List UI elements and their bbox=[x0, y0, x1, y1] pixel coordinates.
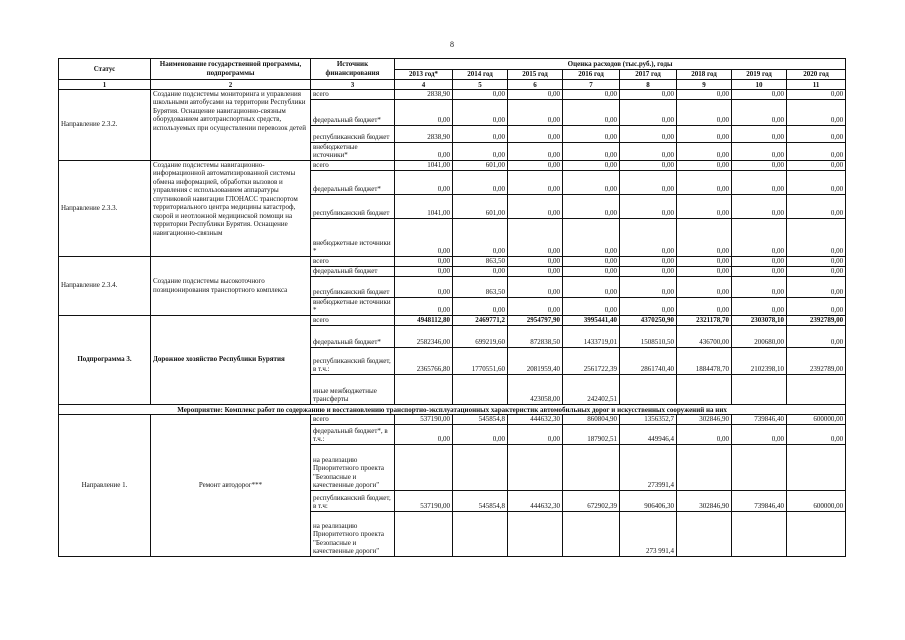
value-cell: 863,50 bbox=[453, 256, 508, 266]
column-number: 1 bbox=[59, 79, 151, 89]
value-cell: 0,00 bbox=[677, 276, 732, 297]
value-cell: 863,50 bbox=[453, 276, 508, 297]
value-cell bbox=[453, 444, 508, 490]
page-number: 8 bbox=[450, 40, 454, 49]
row-name: Ремонт автодорог*** bbox=[151, 414, 311, 556]
value-cell: 0,00 bbox=[787, 99, 846, 125]
value-cell: 0,00 bbox=[508, 424, 563, 444]
value-cell: 0,00 bbox=[395, 276, 453, 297]
value-cell: 0,00 bbox=[677, 160, 732, 170]
value-cell: 0,00 bbox=[508, 256, 563, 266]
row-source: на реализацию Приоритетного проекта "Безопасные и качественные дороги" bbox=[311, 444, 395, 490]
value-cell: 0,00 bbox=[732, 142, 787, 160]
value-cell: 0,00 bbox=[677, 142, 732, 160]
value-cell: 860804,90 bbox=[563, 414, 620, 424]
row-source: федеральный бюджет bbox=[311, 266, 395, 276]
header-status: Статус bbox=[59, 59, 151, 80]
value-cell: 0,00 bbox=[508, 142, 563, 160]
row-name: Создание подсистемы навигационно-информационной автоматизированной системы обмена информацией, обработки вызовов и управления с использованием аппаратуры спутниковой навигации ГЛОНАСС транспортом территориального центра медицины катастроф, скорой и неотложной медицинской помощи на территории Республики Бурятия. Оснащение навигационно-связным bbox=[151, 160, 311, 256]
value-cell: 0,00 bbox=[620, 170, 677, 194]
value-cell: 545854,8 bbox=[453, 414, 508, 424]
row-source: всего bbox=[311, 89, 395, 99]
row-source: всего bbox=[311, 315, 395, 325]
value-cell: 0,00 bbox=[620, 160, 677, 170]
value-cell: 0,00 bbox=[395, 297, 453, 315]
value-cell: 0,00 bbox=[732, 256, 787, 266]
value-cell bbox=[787, 374, 846, 404]
value-cell: 0,00 bbox=[453, 89, 508, 99]
row-source: республиканский бюджет, в т.ч: bbox=[311, 490, 395, 511]
value-cell bbox=[395, 374, 453, 404]
row-source: внебюджетные источники* bbox=[311, 142, 395, 160]
value-cell: 1041,00 bbox=[395, 160, 453, 170]
value-cell: 436700,00 bbox=[677, 325, 732, 347]
value-cell: 0,00 bbox=[508, 160, 563, 170]
value-cell bbox=[508, 511, 563, 556]
value-cell: 0,00 bbox=[395, 424, 453, 444]
value-cell: 302846,90 bbox=[677, 490, 732, 511]
value-cell: 0,00 bbox=[787, 160, 846, 170]
value-cell: 0,00 bbox=[787, 89, 846, 99]
value-cell: 1508510,50 bbox=[620, 325, 677, 347]
value-cell: 2838,90 bbox=[395, 89, 453, 99]
value-cell bbox=[508, 444, 563, 490]
value-cell: 449946,4 bbox=[620, 424, 677, 444]
value-cell: 0,00 bbox=[508, 89, 563, 99]
value-cell: 0,00 bbox=[677, 218, 732, 256]
value-cell: 0,00 bbox=[563, 194, 620, 218]
value-cell: 537190,00 bbox=[395, 490, 453, 511]
column-number: 5 bbox=[453, 79, 508, 89]
value-cell: 1356352,7 bbox=[620, 414, 677, 424]
expenditure-table bbox=[58, 58, 846, 557]
value-cell: 0,00 bbox=[677, 89, 732, 99]
value-cell: 0,00 bbox=[620, 142, 677, 160]
column-number: 11 bbox=[787, 79, 846, 89]
header-year: 2014 год bbox=[453, 70, 508, 80]
value-cell: 0,00 bbox=[453, 125, 508, 142]
value-cell: 0,00 bbox=[453, 266, 508, 276]
value-cell: 1884478,70 bbox=[677, 347, 732, 374]
value-cell: 0,00 bbox=[563, 142, 620, 160]
value-cell: 0,00 bbox=[732, 160, 787, 170]
header-year: 2018 год bbox=[677, 70, 732, 80]
column-number: 3 bbox=[311, 79, 395, 89]
value-cell: 0,00 bbox=[787, 170, 846, 194]
value-cell: 200680,00 bbox=[732, 325, 787, 347]
row-source: федеральный бюджет* bbox=[311, 170, 395, 194]
value-cell: 0,00 bbox=[787, 256, 846, 266]
value-cell: 0,00 bbox=[787, 297, 846, 315]
value-cell: 601,00 bbox=[453, 194, 508, 218]
value-cell: 0,00 bbox=[563, 266, 620, 276]
value-cell: 0,00 bbox=[508, 194, 563, 218]
value-cell: 187902,51 bbox=[563, 424, 620, 444]
value-cell: 0,00 bbox=[732, 218, 787, 256]
value-cell: 0,00 bbox=[620, 297, 677, 315]
value-cell: 0,00 bbox=[508, 218, 563, 256]
row-name: Создание подсистемы мониторинга и управления школьными автобусами на территории Республики Бурятия. Оснащение навигационно-связным оборудованием автотранспортных средств, используемых при осуществлении перевозок детей bbox=[151, 89, 311, 160]
value-cell: 0,00 bbox=[508, 125, 563, 142]
value-cell: 0,00 bbox=[787, 218, 846, 256]
row-source: республиканский бюджет bbox=[311, 125, 395, 142]
value-cell: 302846,90 bbox=[677, 414, 732, 424]
value-cell: 699219,60 bbox=[453, 325, 508, 347]
value-cell: 0,00 bbox=[563, 218, 620, 256]
value-cell: 0,00 bbox=[508, 297, 563, 315]
value-cell: 0,00 bbox=[732, 99, 787, 125]
value-cell: 0,00 bbox=[620, 99, 677, 125]
value-cell: 0,00 bbox=[453, 142, 508, 160]
value-cell: 2954797,90 bbox=[508, 315, 563, 325]
value-cell bbox=[395, 511, 453, 556]
value-cell: 0,00 bbox=[732, 170, 787, 194]
value-cell: 0,00 bbox=[620, 125, 677, 142]
value-cell: 0,00 bbox=[620, 276, 677, 297]
row-status: Направление 2.3.3. bbox=[59, 160, 151, 256]
row-status: Подпрограмма 3. bbox=[59, 315, 151, 404]
row-source: иные межбюджетные трансферты bbox=[311, 374, 395, 404]
header-year: 2016 год bbox=[563, 70, 620, 80]
value-cell: 0,00 bbox=[732, 125, 787, 142]
value-cell bbox=[732, 374, 787, 404]
value-cell: 0,00 bbox=[395, 99, 453, 125]
column-number: 10 bbox=[732, 79, 787, 89]
value-cell: 444632,30 bbox=[508, 490, 563, 511]
value-cell: 3995441,40 bbox=[563, 315, 620, 325]
value-cell: 273991,4 bbox=[620, 444, 677, 490]
value-cell: 0,00 bbox=[732, 266, 787, 276]
value-cell: 0,00 bbox=[677, 256, 732, 266]
value-cell: 672902,39 bbox=[563, 490, 620, 511]
value-cell bbox=[395, 444, 453, 490]
value-cell: 0,00 bbox=[508, 170, 563, 194]
value-cell: 1770551,60 bbox=[453, 347, 508, 374]
value-cell: 0,00 bbox=[787, 325, 846, 347]
value-cell: 537190,00 bbox=[395, 414, 453, 424]
value-cell bbox=[677, 374, 732, 404]
value-cell: 2861740,40 bbox=[620, 347, 677, 374]
column-number: 2 bbox=[151, 79, 311, 89]
row-source: республиканский бюджет, в т.ч.: bbox=[311, 347, 395, 374]
value-cell: 0,00 bbox=[395, 142, 453, 160]
value-cell: 4948112,80 bbox=[395, 315, 453, 325]
value-cell: 2365766,80 bbox=[395, 347, 453, 374]
value-cell: 2838,90 bbox=[395, 125, 453, 142]
column-number: 7 bbox=[563, 79, 620, 89]
header-program-name: Наименование государственной программы, подпрограммы bbox=[151, 59, 311, 80]
value-cell: 0,00 bbox=[732, 297, 787, 315]
value-cell: 0,00 bbox=[732, 424, 787, 444]
value-cell: 0,00 bbox=[620, 218, 677, 256]
value-cell: 739846,40 bbox=[732, 490, 787, 511]
value-cell: 0,00 bbox=[563, 160, 620, 170]
header-year: 2020 год bbox=[787, 70, 846, 80]
value-cell: 2303078,10 bbox=[732, 315, 787, 325]
row-source: на реализацию Приоритетного проекта "Безопасные и качественные дороги" bbox=[311, 511, 395, 556]
value-cell: 0,00 bbox=[563, 170, 620, 194]
value-cell: 0,00 bbox=[395, 256, 453, 266]
value-cell: 600000,00 bbox=[787, 490, 846, 511]
header-year: 2013 год* bbox=[395, 70, 453, 80]
value-cell bbox=[732, 444, 787, 490]
value-cell: 0,00 bbox=[677, 424, 732, 444]
column-number: 6 bbox=[508, 79, 563, 89]
header-year: 2015 год bbox=[508, 70, 563, 80]
column-number: 8 bbox=[620, 79, 677, 89]
value-cell: 423058,00 bbox=[508, 374, 563, 404]
header-year: 2019 год bbox=[732, 70, 787, 80]
row-name: Создание подсистемы высокоточного позиционирования транспортного комплекса bbox=[151, 256, 311, 315]
value-cell: 0,00 bbox=[395, 218, 453, 256]
value-cell: 0,00 bbox=[453, 99, 508, 125]
value-cell: 1433719,01 bbox=[563, 325, 620, 347]
value-cell: 0,00 bbox=[787, 266, 846, 276]
value-cell: 0,00 bbox=[620, 266, 677, 276]
value-cell: 0,00 bbox=[677, 125, 732, 142]
value-cell: 0,00 bbox=[787, 194, 846, 218]
value-cell: 0,00 bbox=[787, 276, 846, 297]
row-source: республиканский бюджет bbox=[311, 276, 395, 297]
row-source: внебюджетные источники * bbox=[311, 218, 395, 256]
value-cell bbox=[787, 511, 846, 556]
value-cell: 444632,30 bbox=[508, 414, 563, 424]
value-cell: 601,00 bbox=[453, 160, 508, 170]
value-cell: 0,00 bbox=[563, 99, 620, 125]
value-cell bbox=[620, 374, 677, 404]
value-cell: 0,00 bbox=[620, 89, 677, 99]
value-cell: 0,00 bbox=[453, 424, 508, 444]
value-cell: 0,00 bbox=[395, 170, 453, 194]
value-cell: 739846,40 bbox=[732, 414, 787, 424]
value-cell: 0,00 bbox=[395, 266, 453, 276]
value-cell: 0,00 bbox=[677, 266, 732, 276]
value-cell: 0,00 bbox=[563, 297, 620, 315]
value-cell: 0,00 bbox=[508, 266, 563, 276]
value-cell: 4370250,90 bbox=[620, 315, 677, 325]
value-cell: 0,00 bbox=[677, 194, 732, 218]
value-cell bbox=[563, 444, 620, 490]
value-cell: 0,00 bbox=[563, 276, 620, 297]
value-cell: 0,00 bbox=[563, 256, 620, 266]
value-cell: 2561722,39 bbox=[563, 347, 620, 374]
value-cell: 273 991,4 bbox=[620, 511, 677, 556]
value-cell: 1041,00 bbox=[395, 194, 453, 218]
value-cell: 2582346,00 bbox=[395, 325, 453, 347]
column-number: 4 bbox=[395, 79, 453, 89]
value-cell: 0,00 bbox=[620, 194, 677, 218]
value-cell: 872838,50 bbox=[508, 325, 563, 347]
value-cell: 0,00 bbox=[677, 99, 732, 125]
value-cell: 2469771,2 bbox=[453, 315, 508, 325]
value-cell bbox=[453, 374, 508, 404]
value-cell: 2392789,00 bbox=[787, 315, 846, 325]
value-cell: 2392789,00 bbox=[787, 347, 846, 374]
value-cell bbox=[732, 511, 787, 556]
value-cell: 2102398,10 bbox=[732, 347, 787, 374]
row-source: федеральный бюджет* bbox=[311, 99, 395, 125]
row-status: Направление 1. bbox=[59, 414, 151, 556]
value-cell bbox=[677, 511, 732, 556]
value-cell: 600000,00 bbox=[787, 414, 846, 424]
value-cell: 0,00 bbox=[732, 194, 787, 218]
row-status: Направление 2.3.4. bbox=[59, 256, 151, 315]
value-cell: 0,00 bbox=[787, 125, 846, 142]
value-cell: 0,00 bbox=[563, 89, 620, 99]
value-cell: 0,00 bbox=[453, 170, 508, 194]
value-cell: 0,00 bbox=[453, 297, 508, 315]
header-source: Источник финансирования bbox=[311, 59, 395, 80]
value-cell: 0,00 bbox=[563, 125, 620, 142]
value-cell: 0,00 bbox=[677, 297, 732, 315]
column-number: 9 bbox=[677, 79, 732, 89]
row-name: Дорожное хозяйство Республики Бурятия bbox=[151, 315, 311, 404]
row-source: всего bbox=[311, 414, 395, 424]
row-source: федеральный бюджет*, в т.ч.: bbox=[311, 424, 395, 444]
value-cell: 0,00 bbox=[508, 276, 563, 297]
value-cell: 0,00 bbox=[732, 89, 787, 99]
value-cell: 2321178,70 bbox=[677, 315, 732, 325]
value-cell bbox=[563, 511, 620, 556]
row-source: внебюджетные источники * bbox=[311, 297, 395, 315]
value-cell: 906406,30 bbox=[620, 490, 677, 511]
value-cell: 0,00 bbox=[508, 99, 563, 125]
value-cell: 545854,8 bbox=[453, 490, 508, 511]
value-cell bbox=[787, 444, 846, 490]
header-estimate: Оценка расходов (тыс.руб.), годы bbox=[395, 59, 846, 70]
row-source: всего bbox=[311, 256, 395, 266]
value-cell: 2081959,40 bbox=[508, 347, 563, 374]
value-cell: 242402,51 bbox=[563, 374, 620, 404]
value-cell: 0,00 bbox=[453, 218, 508, 256]
value-cell: 0,00 bbox=[787, 424, 846, 444]
value-cell: 0,00 bbox=[677, 170, 732, 194]
measure-title: Мероприятие: Комплекс работ по содержанию и восстановлению транспортно-эксплуатационных характеристик автомобильных дорог и искусственных сооружений на них bbox=[59, 404, 846, 414]
header-year: 2017 год bbox=[620, 70, 677, 80]
row-status: Направление 2.3.2. bbox=[59, 89, 151, 160]
row-source: всего bbox=[311, 160, 395, 170]
value-cell: 0,00 bbox=[787, 142, 846, 160]
value-cell: 0,00 bbox=[732, 276, 787, 297]
value-cell: 0,00 bbox=[620, 256, 677, 266]
value-cell bbox=[453, 511, 508, 556]
row-source: республиканский бюджет bbox=[311, 194, 395, 218]
value-cell bbox=[677, 444, 732, 490]
row-source: федеральный бюджет* bbox=[311, 325, 395, 347]
